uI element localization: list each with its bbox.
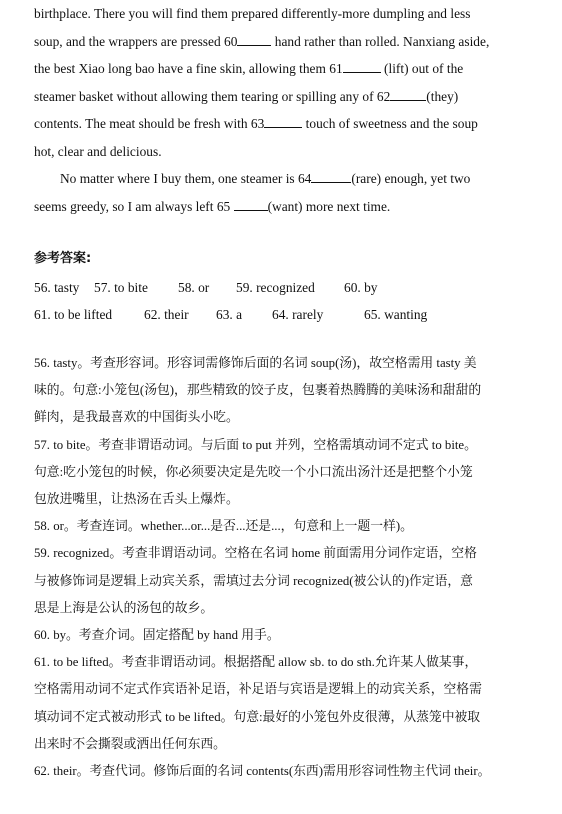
explanations bbox=[34, 350, 538, 785]
explanation-line: 57. to bite。考查非谓语动词。与后面 to put 并列，空格需填动词不定式 to bite。 bbox=[34, 437, 477, 452]
explanation-line: 空格需用动词不定式作宾语补足语，补足语与宾语是逻辑上的动宾关系，空格需 bbox=[34, 682, 482, 697]
explanation-line: 58. or。考查连词。whether...or...是否...还是...，句意和上一题一样)。 bbox=[34, 519, 413, 534]
answer-item: 63. a bbox=[216, 307, 243, 322]
passage-line: seems greedy, so I am always left 65 (want) more next time. bbox=[34, 193, 538, 221]
answer-key bbox=[34, 274, 538, 328]
passage-line: hot, clear and delicious. bbox=[34, 143, 162, 159]
explanation-line: 59. recognized。考查非谓语动词。空格在名词 home 前面需用分词作定语，空格 bbox=[34, 546, 477, 561]
explanation-line: 62. their。考查代词。修饰后面的名词 contents(东西)需用形容词性物主代词 their。 bbox=[34, 764, 491, 779]
answer-item: 62. their bbox=[144, 307, 189, 322]
explanation-line: 句意:吃小笼包的时候，你必须要决定是先咬一个小口流出汤汁还是把整个小笼 bbox=[34, 464, 473, 479]
explanation-line: 味的。句意:小笼包(汤包)，那些精致的饺子皮，包裹着热腾腾的美味汤和甜甜的 bbox=[34, 383, 482, 398]
passage-line: No matter where I buy them, one steamer is 64 (rare) enough, yet two bbox=[34, 165, 538, 193]
blank-61 bbox=[343, 58, 381, 73]
answer-item: 58. or bbox=[178, 280, 210, 295]
passage-line: steamer basket without allowing them tearing or spilling any of 62 (they) bbox=[34, 83, 538, 111]
answer-item: 59. recognized bbox=[236, 280, 315, 295]
answer-row bbox=[34, 301, 538, 328]
answer-item: 65. wanting bbox=[364, 307, 428, 322]
answer-item: 57. to bite bbox=[94, 280, 148, 295]
blank-62 bbox=[390, 86, 426, 101]
explanation-line: 包放进嘴里，让热汤在舌头上爆炸。 bbox=[34, 492, 239, 507]
answer-item: 56. tasty bbox=[34, 280, 80, 295]
passage-line: contents. The meat should be fresh with 63 touch of sweetness and the soup bbox=[34, 110, 538, 138]
explanation-line: 思是上海是公认的汤包的故乡。 bbox=[34, 600, 214, 615]
answer-row bbox=[34, 274, 538, 301]
answer-item: 60. by bbox=[344, 280, 378, 295]
explanation-line: 填动词不定式被动形式 to be lifted。句意:最好的小笼包外皮很薄，从蒸笼中被取 bbox=[34, 709, 481, 724]
explanation-line: 鲜肉，是我最喜欢的中国街头小吃。 bbox=[34, 410, 239, 425]
answer-item: 61. to be lifted bbox=[34, 307, 113, 322]
passage bbox=[34, 0, 538, 220]
passage-line: soup, and the wrappers are pressed 60 hand rather than rolled. Nanxiang aside, bbox=[34, 28, 538, 56]
explanation-line: 60. by。考查介词。固定搭配 by hand 用手。 bbox=[34, 628, 280, 643]
explanation-line: 出来时不会撕裂或洒出任何东西。 bbox=[34, 736, 226, 751]
explanation-line: 56. tasty。考查形容词。形容词需修饰后面的名词 soup(汤)，故空格需用 tasty 美 bbox=[34, 356, 477, 370]
passage-line: the best Xiao long bao have a fine skin, allowing them 61 (lift) out of the bbox=[34, 55, 538, 83]
blank-60 bbox=[237, 31, 271, 46]
blank-63 bbox=[264, 113, 302, 128]
explanation-line: 与被修饰词是逻辑上动宾关系，需填过去分词 recognized(被公认的)作定语，意 bbox=[34, 573, 473, 588]
answers-heading: 参考答案: bbox=[34, 251, 92, 266]
explanation-line: 61. to be lifted。考查非谓语动词。根据搭配 allow sb. to do sth.允许某人做某事， bbox=[34, 655, 478, 670]
blank-64 bbox=[311, 168, 351, 183]
blank-65 bbox=[234, 196, 268, 211]
passage-line: birthplace. There you will find them prepared differently-more dumpling and less bbox=[34, 6, 471, 21]
answer-item: 64. rarely bbox=[272, 307, 324, 322]
